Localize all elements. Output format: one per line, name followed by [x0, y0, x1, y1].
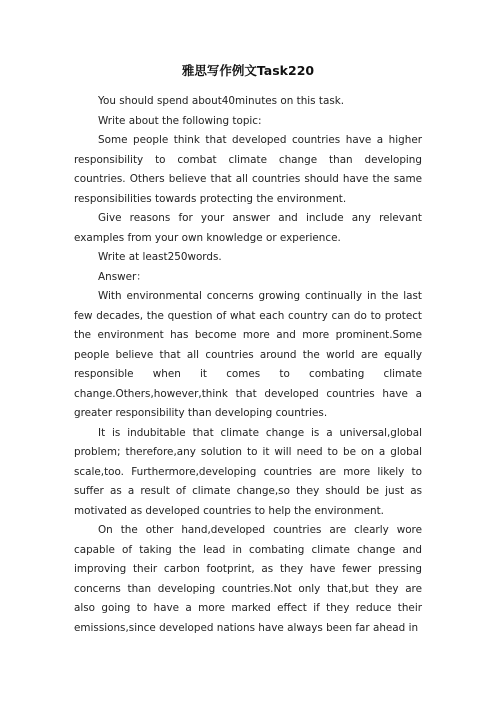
prompt-statement: Some people think that developed countries have a higher responsibility to combat climate change than developing countries. Others believe that all countries should have the same responsibilities towards protecting the environment.: [74, 134, 422, 205]
instruction-word-count: Write at least250words.: [98, 251, 222, 263]
instruction-reasons: Give reasons for your answer and include any relevant examples from your own knowledge or experience.: [74, 212, 422, 244]
instruction-topic: Write about the following topic:: [98, 114, 262, 127]
document-body: [74, 92, 422, 638]
answer-label: Answer：: [98, 270, 147, 283]
answer-paragraph-body-1: It is indubitable that climate change is a universal,global problem; therefore,any solution to it will need to be on a global scale,too. Furthermore,developing countries are more likely to suffer as a result of climate change,so they should be just as motivated as developed countries to help the environment.: [74, 426, 422, 517]
answer-paragraph-body-2: On the other hand,developed countries are clearly wore capable of taking the lead in combating climate change and improving their carbon footprint, as they have fewer pressing concerns than developing countries.Not only that,but they are also going to have a more marked effect if they reduce their emissions,since developed nations have always been far ahead in: [74, 524, 422, 634]
document-title: 雅思写作例文Task220: [181, 63, 315, 78]
answer-paragraph-intro: With environmental concerns growing continually in the last few decades, the question of what each country can do to protect the environment has become more and more prominent.Some people believe that all countries around the world are equally responsible when it comes to combating climate change.Others,however,think that developed countries have a greater responsibility than developing countries.: [74, 290, 422, 419]
instruction-time: You should spend about40minutes on this task.: [98, 95, 345, 107]
